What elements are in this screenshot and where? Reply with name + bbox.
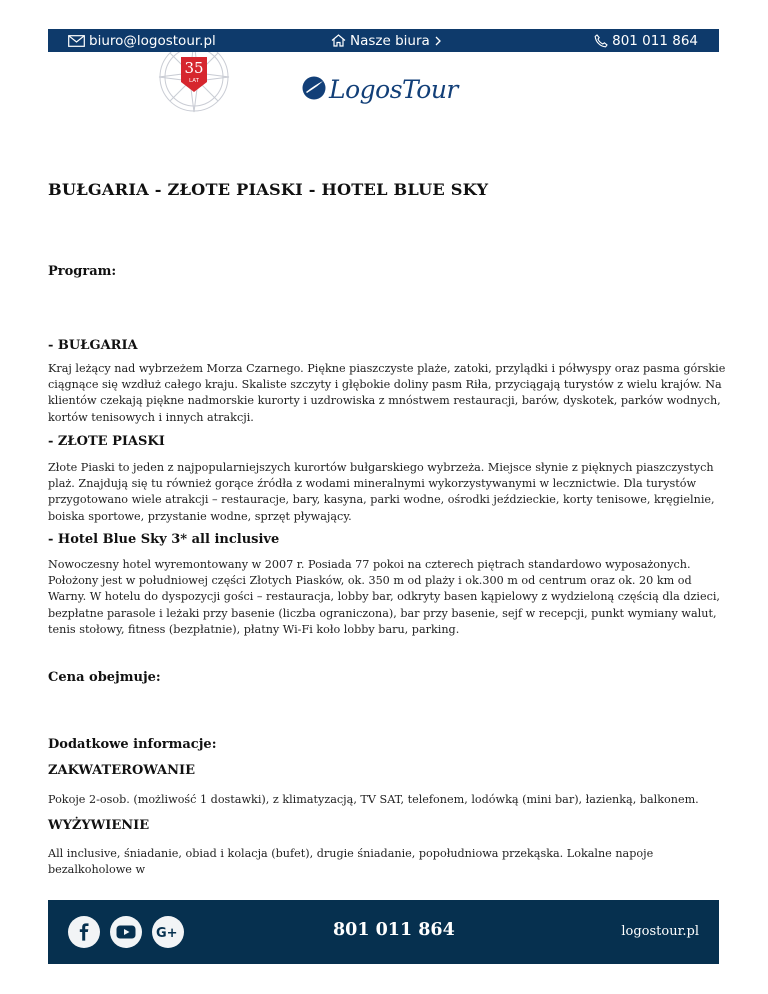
footer-website-link[interactable]: logostour.pl (621, 924, 699, 939)
section-text-hotel: Nowoczesny hotel wyremontowany w 2007 r. Posiada 77 pokoi na czterech piętrach standardowo wyposażonych. Położony jest w południowej części Złotych Piasków, ok. 350 m od plaży i ok.300 m od centrum oraz ok. 20 km od Warny. W hotelu do dyspozycji gości – restauracja, lobby bar, odkryty basen kąpielowy z wydzieloną częścią dla dzieci, bezpłatne parasole i leżaki przy basenie (liczba ograniczona), bar przy basenie, sejf w recepcji, punkt wymiany walut, tenis stołowy, fitness (bezpłatnie), płatny Wi-Fi koło lobby baru, parking. (48, 558, 720, 636)
logostour-logo[interactable] (302, 75, 458, 104)
email-text: biuro@logostour.pl (89, 32, 216, 49)
footer-bar (48, 900, 719, 964)
info-heading-accommodation: ZAKWATEROWANIE (48, 763, 195, 778)
phone-text: 801 011 864 (612, 32, 698, 49)
seal-text: LAT (189, 78, 199, 84)
anniversary-seal-logo (150, 52, 266, 122)
section-heading-hotel: - Hotel Blue Sky 3* all inclusive (48, 532, 280, 547)
offices-link-text: Nasze biura (350, 32, 430, 49)
program-label: Program: (48, 264, 117, 279)
chevron-right-icon (434, 36, 442, 46)
youtube-icon[interactable] (110, 916, 142, 948)
page-title: BUŁGARIA - ZŁOTE PIASKI - HOTEL BLUE SKY (48, 180, 489, 199)
info-text-meals: All inclusive, śniadanie, obiad i kolacja (bufet), drugie śniadanie, popołudniowa przekąska. Lokalne napoje bezalkoholowe w (48, 847, 654, 877)
contact-bar (48, 29, 719, 52)
additional-info-label: Dodatkowe informacje: (48, 737, 217, 752)
offices-link[interactable] (331, 33, 442, 49)
section-text-zlote-piaski: Złote Piaski to jeden z najpopularniejszych kurortów bułgarskiego wybrzeża. Miejsce słynie z pięknych piaszczystych plaż. Znajdują się tu również gorące źródła z wodami mineralnymi wykorzystywanymi w lecznictwie. Dla turystów przygotowano wiele atrakcji – restauracje, bary, kasyna, parki wodne, ośrodki jeździeckie, korty tenisowe, kręgielnie, boiska sportowe, przystanie wodne, sprzęt pływający. (48, 461, 715, 523)
brand-name: LogosTour (329, 75, 458, 104)
email-link[interactable] (68, 33, 216, 49)
section-text-bulgaria: Kraj leżący nad wybrzeżem Morza Czarnego. Piękne piaszczyste plaże, zatoki, przylądki i półwyspy oraz pasma górskie ciągnące się wzdłuż całego kraju. Skaliste szczyty i głębokie doliny pasm Riła, przyciągają turystów z wielu krajów. Na klientów czekają piękne nadmorskie kurorty i uzdrowiska z mnóstwem restauracji, barów, dyskotek, parków wodnych, kortów tenisowych i innych atrakcji. (48, 362, 726, 424)
seal-number: 35 (184, 59, 204, 77)
globe-icon (302, 76, 326, 104)
footer-phone[interactable]: 801 011 864 (333, 920, 455, 940)
section-heading-bulgaria: - BUŁGARIA (48, 338, 138, 353)
phone-link[interactable] (594, 33, 698, 49)
google-plus-icon[interactable] (152, 916, 184, 948)
info-heading-meals: WYŻYWIENIE (48, 818, 150, 833)
section-heading-zlote-piaski: - ZŁOTE PIASKI (48, 434, 165, 449)
phone-icon (594, 34, 608, 48)
price-includes-label: Cena obejmuje: (48, 670, 161, 685)
envelope-icon (68, 35, 85, 47)
svg-text:G+: G+ (156, 926, 178, 939)
info-text-accommodation: Pokoje 2-osob. (możliwość 1 dostawki), z klimatyzacją, TV SAT, telefonem, lodówką (mini bar), łazienką, balkonem. (48, 793, 699, 806)
home-icon (331, 34, 346, 47)
facebook-icon[interactable] (68, 916, 100, 948)
